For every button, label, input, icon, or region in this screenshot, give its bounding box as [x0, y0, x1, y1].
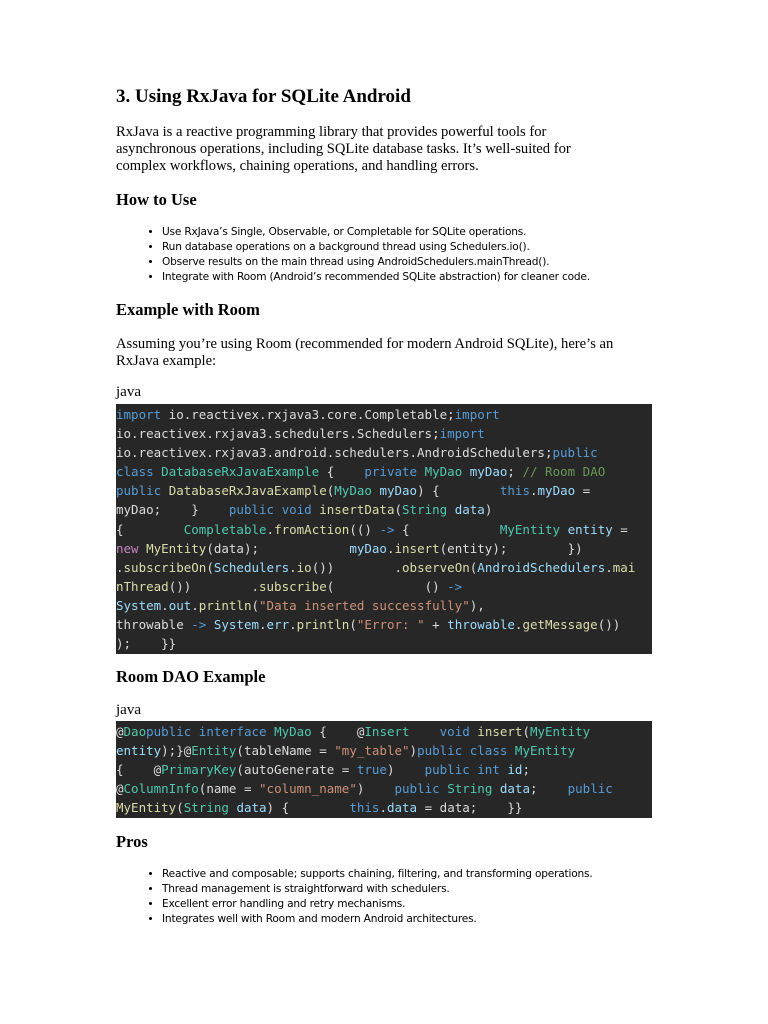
code-token	[410, 724, 440, 739]
code-token: // Room DAO	[522, 464, 606, 480]
section-title: 3. Using RxJava for SQLite Android	[116, 86, 411, 107]
example-line: RxJava example:	[116, 353, 217, 369]
code-token: io.reactivex.rxjava3.core.Completable;	[161, 407, 455, 422]
code-token: private	[364, 464, 418, 480]
code-token: MyDao	[274, 724, 312, 739]
code-token: "Data inserted successfully"	[259, 597, 470, 613]
code-token: .	[386, 540, 395, 556]
intro-line: RxJava is a reactive programming library that provides powerful tools for	[116, 124, 547, 140]
code-token: "Error: "	[356, 617, 425, 633]
code-token: true	[356, 762, 387, 778]
code-token: public	[116, 483, 162, 499]
code-token: class	[116, 464, 154, 480]
code-token: data	[454, 502, 485, 518]
code-token	[191, 724, 199, 739]
code-token	[161, 483, 169, 498]
code-token: nThread	[116, 578, 169, 594]
code-token: @	[116, 724, 124, 739]
code-token: +	[424, 617, 448, 633]
code-token: throwable	[116, 617, 192, 633]
code-token: mai	[612, 559, 636, 575]
code-token: myDao	[379, 483, 418, 499]
code-line	[116, 596, 652, 615]
code-line	[116, 405, 652, 424]
code-token: .	[379, 800, 387, 816]
code-token: data	[236, 800, 267, 816]
code-token: { @	[116, 762, 162, 778]
code-line	[116, 615, 652, 634]
code-token	[206, 617, 214, 632]
code-token: insert	[394, 540, 440, 556]
code-token: throwable	[447, 617, 515, 633]
code-token: ) {	[266, 800, 350, 816]
code-line	[116, 443, 652, 462]
code-token: ;	[529, 781, 568, 797]
code-block-dao	[116, 721, 652, 818]
list-item: • Run database operations on a background thread using Schedulers.io().	[162, 240, 590, 255]
code-token: { @	[311, 724, 365, 739]
code-token: DatabaseRxJavaExample	[168, 483, 327, 499]
code-token: ;	[507, 464, 523, 480]
code-line	[116, 500, 652, 519]
code-token: (	[522, 724, 530, 739]
code-token: insertData	[319, 502, 395, 518]
intro-paragraph	[116, 124, 652, 175]
code-token: "column_name"	[259, 781, 357, 797]
code-token: ()) .	[311, 559, 403, 575]
code-token: MyEntity	[146, 540, 207, 556]
code-token: MyEntity	[116, 800, 177, 816]
code-token: id	[507, 762, 523, 778]
code-token: ),	[469, 597, 485, 613]
code-token: .	[529, 483, 538, 499]
code-token: import	[454, 407, 500, 422]
list-item: • Integrates well with Room and modern Android architectures.	[162, 912, 593, 927]
example-heading: Example with Room	[116, 300, 260, 319]
how-to-use-heading: How to Use	[116, 190, 197, 209]
code-token	[507, 743, 515, 758]
code-token: (	[469, 559, 478, 575]
code-token: .	[161, 597, 169, 613]
code-token: )	[386, 762, 425, 778]
code-token: .	[116, 559, 124, 575]
code-token: insert	[477, 724, 523, 739]
code-token	[560, 522, 568, 537]
code-line	[116, 424, 652, 443]
example-line: Assuming you’re using Room (recommended for modern Android SQLite), here’s an	[116, 336, 614, 352]
code-token: int	[477, 762, 500, 778]
code-token: .	[605, 559, 613, 575]
intro-line: asynchronous operations, including SQLite database tasks. It’s well-suited for	[116, 141, 571, 157]
code-token: String	[183, 800, 229, 816]
code-token: ); }}	[116, 636, 177, 652]
code-token: )	[356, 781, 395, 797]
code-token: ColumnInfo	[123, 781, 199, 797]
code-token: (data);	[206, 540, 350, 556]
code-token: (	[349, 617, 357, 633]
dao-heading: Room DAO Example	[116, 667, 266, 686]
code-token: getMessage	[522, 617, 598, 633]
code-token: myDao	[349, 540, 387, 556]
code-token: this	[499, 483, 530, 499]
code-token: println	[198, 597, 252, 613]
code-token: io.reactivex.rxjava3.android.schedulers.AndroidSchedulers;	[116, 445, 553, 461]
code-token: .	[514, 617, 523, 633]
code-token: =	[612, 521, 628, 537]
code-token: System	[116, 597, 162, 613]
code-token: .	[191, 597, 199, 613]
code-token: (	[176, 800, 184, 816]
code-token: public	[394, 781, 440, 797]
code-token: (	[251, 597, 260, 613]
list-item: • Excellent error handling and retry mechanisms.	[162, 897, 593, 912]
code-line	[116, 760, 652, 779]
code-token: .	[259, 617, 267, 633]
code-line	[116, 798, 652, 817]
code-line	[116, 577, 652, 596]
code-token: {	[116, 521, 184, 537]
code-token	[267, 724, 275, 739]
code-token	[447, 502, 455, 517]
list-item: • Integrate with Room (Android’s recommended SQLite abstraction) for cleaner code.	[162, 270, 590, 285]
code-token: DatabaseRxJavaExample	[161, 464, 320, 480]
code-token: (name =	[198, 781, 260, 797]
code-token	[274, 502, 282, 517]
code-token: interface	[198, 724, 267, 739]
list-item: • Observe results on the main thread using AndroidSchedulers.mainThread().	[162, 255, 590, 270]
code-token	[139, 541, 147, 556]
code-token: class	[469, 743, 508, 759]
code-token: err	[266, 617, 290, 633]
code-token: import	[116, 407, 162, 422]
code-token: observeOn	[402, 559, 470, 575]
code-token: Dao	[123, 724, 147, 739]
code-token: (	[326, 483, 335, 499]
code-token: myDao; }	[116, 502, 229, 518]
code-token	[492, 781, 500, 796]
code-token: {	[394, 521, 500, 537]
code-block-example	[116, 404, 652, 654]
code-token: "my_table"	[334, 743, 410, 759]
code-token: (	[394, 502, 403, 518]
code-token: io	[296, 559, 312, 575]
code-token: .	[289, 617, 297, 633]
code-token: public	[552, 445, 598, 461]
code-token: MyEntity	[514, 743, 576, 759]
code-token: System	[213, 617, 260, 633]
code-language-label: java	[116, 702, 141, 718]
code-token: myDao	[469, 464, 508, 480]
code-token: ()) .	[168, 578, 259, 594]
code-token: MyEntity	[529, 724, 591, 739]
code-token: new	[116, 540, 139, 556]
code-token: void	[281, 502, 312, 518]
code-token: entity	[567, 521, 613, 537]
code-token: ;	[522, 762, 530, 778]
code-token: Schedulers	[213, 559, 290, 575]
code-line	[116, 481, 652, 500]
code-token: public	[146, 724, 192, 739]
code-token: import	[439, 426, 485, 442]
code-token	[417, 464, 425, 479]
code-token: out	[168, 597, 192, 613]
code-token: entity	[116, 743, 162, 759]
code-token: ->	[191, 617, 207, 633]
code-token: (tableName =	[236, 743, 335, 759]
code-token	[462, 464, 470, 479]
code-token: PrimaryKey	[161, 762, 237, 778]
code-token: String	[447, 781, 493, 797]
list-item: • Reactive and composable; supports chaining, filtering, and transforming operations.	[162, 867, 593, 882]
code-token: .	[266, 521, 275, 537]
code-token: =	[575, 483, 591, 499]
code-token: MyDao	[424, 464, 463, 480]
code-token: Completable	[183, 521, 267, 537]
code-token: subscribe	[259, 578, 327, 594]
code-token: println	[296, 617, 350, 633]
code-token: Entity	[191, 743, 237, 759]
code-token: void	[439, 724, 470, 739]
code-line	[116, 539, 652, 558]
code-token: public	[567, 781, 613, 797]
code-token	[462, 743, 470, 758]
code-token: {	[319, 464, 365, 480]
code-line	[116, 779, 652, 798]
code-token: (autoGenerate =	[236, 762, 357, 778]
code-language-label: java	[116, 384, 141, 400]
code-line	[116, 462, 652, 481]
code-token: subscribeOn	[123, 559, 207, 575]
intro-line: complex workflows, chaining operations, and handling errors.	[116, 158, 479, 174]
code-line	[116, 558, 652, 577]
code-line	[116, 520, 652, 539]
code-token: fromAction	[274, 521, 350, 537]
code-token: ) {	[417, 483, 500, 499]
code-token: MyDao	[334, 483, 372, 499]
code-token: )	[409, 743, 418, 759]
code-token: .	[289, 559, 297, 575]
code-token: public	[228, 502, 275, 518]
code-token: Insert	[364, 724, 410, 739]
code-token: ( ()	[326, 578, 448, 594]
code-token: ->	[447, 578, 463, 594]
code-line	[116, 722, 652, 741]
code-token: data	[386, 800, 418, 816]
code-token: AndroidSchedulers	[477, 559, 606, 575]
code-line	[116, 634, 652, 653]
code-token: @	[116, 781, 124, 797]
list-item: • Use RxJava’s Single, Observable, or Completable for SQLite operations.	[162, 225, 590, 240]
code-token: public	[424, 762, 470, 778]
code-token: io.reactivex.rxjava3.schedulers.Schedulers;	[116, 426, 440, 442]
code-token: ())	[597, 617, 621, 633]
how-to-use-list	[116, 225, 590, 285]
code-token: String	[402, 502, 448, 518]
code-token: MyEntity	[499, 521, 561, 537]
pros-heading: Pros	[116, 832, 148, 851]
code-token: data	[499, 781, 530, 797]
example-paragraph	[116, 336, 652, 370]
code-token: (entity); })	[439, 540, 583, 556]
code-token: myDao	[537, 483, 576, 499]
code-token: )	[484, 502, 493, 518]
pros-list	[116, 867, 593, 927]
code-line	[116, 741, 652, 760]
code-token: (()	[349, 521, 380, 537]
code-token: ->	[379, 521, 395, 537]
code-token: = data; }}	[417, 800, 523, 816]
list-item: • Thread management is straightforward with schedulers.	[162, 882, 593, 897]
code-token: );}@	[161, 743, 192, 759]
code-token: this	[349, 800, 380, 816]
code-token: (	[206, 559, 214, 575]
code-token: public	[417, 743, 463, 759]
